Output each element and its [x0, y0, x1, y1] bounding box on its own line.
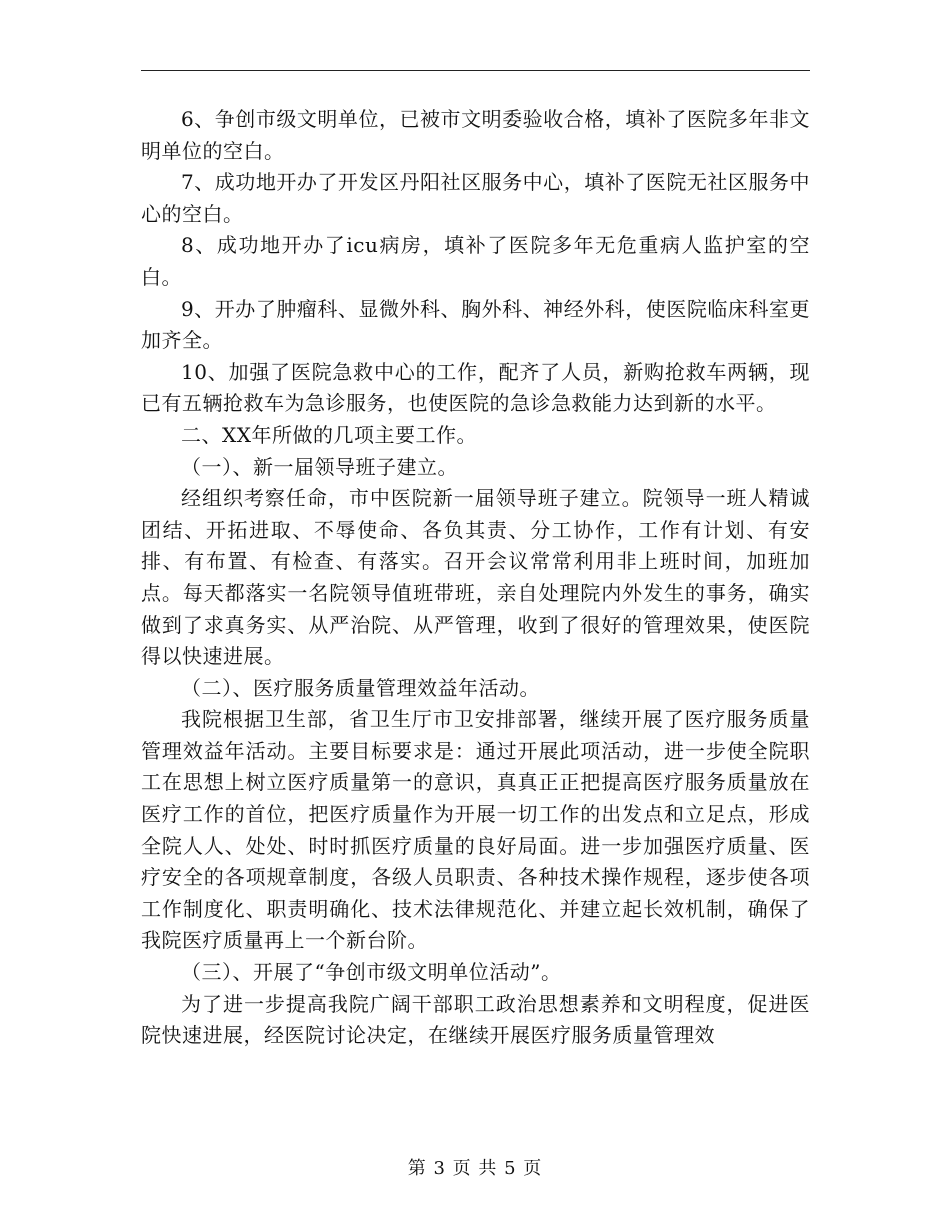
paragraph-item-8: 8、成功地开办了icu病房，填补了医院多年无危重病人监护室的空白。 — [141, 233, 810, 289]
section-heading-2: 二、XX年所做的几项主要工作。 — [181, 422, 477, 447]
header-rule — [141, 70, 810, 71]
paragraph-item-9: 9、开办了肿瘤科、显微外科、胸外科、神经外科，使医院临床科室更加齐全。 — [141, 296, 810, 353]
paragraph-leadership: 经组织考察任命，市中医院新一届领导班子建立。院领导一班人精诚团结、开拓进取、不辱使命、各负其责、分工协作，工作有计划、有安排、有布置、有检查、有落实。召开会议常常利用非上班时间，加班加点。每天都落实一名院领导值班带班，亲自处理院内外发生的事务，确实做到了求真务实、从严治院、从严管理，收到了很好的管理效果，使医院得以快速进展。 — [141, 486, 810, 669]
paragraph-quality: 我院根据卫生部，省卫生厅市卫安排部署，继续开展了医疗服务质量管理效益年活动。主要目标要求是：通过开展此项活动，进一步使全院职工在思想上树立医疗质量第一的意识，真真正正把提高医疗服务质量放在医疗工作的首位，把医疗质量作为开展一切工作的出发点和立足点，形成全院人人、处处、时时抓医疗质量的良好局面。进一步加强医疗质量、医疗安全的各项规章制度，各级人员职责、各种技术操作规程，逐步使各项工作制度化、职责明确化、技术法律规范化、并建立起长效机制，确保了我院医疗质量再上一个新台阶。 — [141, 707, 810, 953]
page-number: 第 3 页 共 5 页 — [407, 1158, 543, 1179]
paragraph-civilization: 为了进一步提高我院广阔干部职工政治思想素养和文明程度，促进医院快速进展，经医院讨论决定，在继续开展医疗服务质量管理效 — [141, 991, 810, 1048]
subsection-heading-3: （三）、开展了“争创市级文明单位活动”。 — [181, 960, 562, 985]
subsection-heading-1: （一）、新一届领导班子建立。 — [181, 454, 458, 479]
paragraph-item-7: 7、成功地开办了开发区丹阳社区服务中心，填补了医院无社区服务中心的空白。 — [141, 170, 810, 226]
document-body — [141, 104, 810, 1052]
paragraph-item-6: 6、争创市级文明单位，已被市文明委验收合格，填补了医院多年非文明单位的空白。 — [141, 107, 810, 163]
paragraph-item-10: 10、加强了医院急救中心的工作，配齐了人员，新购抢救车两辆，现已有五辆抢救车为急诊服务，也使医院的急诊急救能力达到新的水平。 — [141, 359, 810, 416]
subsection-heading-2: （二）、医疗服务质量管理效益年活动。 — [181, 675, 540, 700]
